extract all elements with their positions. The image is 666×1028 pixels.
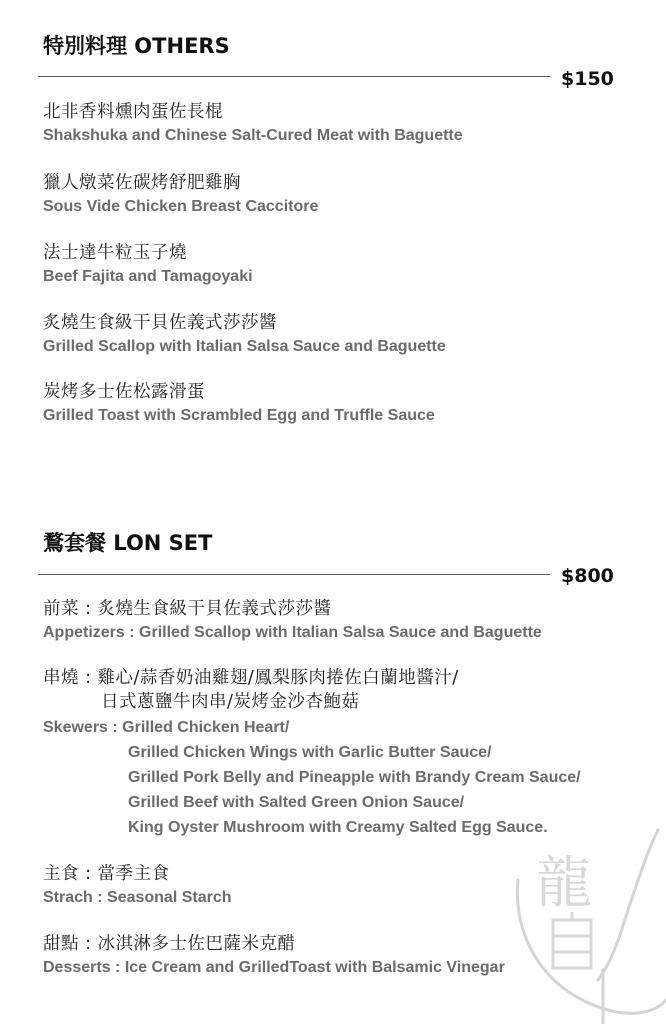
item-name-zh: 北非香料燻肉蛋佐長棍	[43, 102, 223, 122]
others-title: 特別料理 OTHERS	[43, 34, 230, 58]
item-name-zh: 獵人燉菜佐碳烤舒肥雞胸	[43, 173, 241, 193]
item-name-en: Beef Fajita and Tamagoyaki	[43, 268, 253, 285]
course-name-en-cont: King Oyster Mushroom with Creamy Salted Egg Sauce.	[128, 819, 548, 836]
item-name-en: Shakshuka and Chinese Salt-Cured Meat with Baguette	[43, 127, 463, 144]
dragon-logo-watermark	[508, 820, 666, 1024]
course-name-zh: 前菜 : 炙燒生食級干貝佐義式莎莎醬	[43, 599, 332, 619]
menu-item	[43, 380, 653, 428]
course-name-zh: 甜點 : 冰淇淋多士佐巴薩米克醋	[43, 934, 296, 954]
logo-glyph: 龍	[536, 851, 592, 916]
lonset-price: $800	[561, 565, 614, 587]
others-price: $150	[561, 68, 614, 90]
course-name-en-cont: Grilled Chicken Wings with Garlic Butter Sauce/	[128, 744, 492, 761]
item-name-zh: 炙燒生食級干貝佐義式莎莎醬	[43, 313, 277, 333]
course-name-en: Appetizers : Grilled Scallop with Italian Salsa Sauce and Baguette	[43, 624, 542, 641]
course-skewers	[43, 666, 653, 840]
menu-item	[43, 241, 653, 289]
item-name-zh: 法士達牛粒玉子燒	[43, 243, 187, 263]
item-name-en: Sous Vide Chicken Breast Caccitore	[43, 198, 319, 215]
item-name-en: Grilled Scallop with Italian Salsa Sauce and Baguette	[43, 338, 446, 355]
lonset-title: 鶩套餐 LON SET	[43, 531, 213, 555]
menu-item	[43, 171, 653, 219]
course-name-en: Skewers : Grilled Chicken Heart/	[43, 719, 290, 736]
course-name-en-cont: Grilled Pork Belly and Pineapple with Brandy Cream Sauce/	[128, 769, 581, 786]
course-name-zh: 主食 : 當季主食	[43, 864, 170, 884]
lonset-divider	[38, 574, 550, 575]
course-name-zh: 串燒 : 雞心/蒜香奶油雞翅/鳳梨豚肉捲佐白蘭地醬汁/	[43, 668, 459, 688]
course-name-en: Desserts : Ice Cream and GrilledToast with Balsamic Vinegar	[43, 959, 505, 976]
course-appetizer	[43, 597, 653, 645]
course-name-zh-cont: 日式蔥鹽牛肉串/炭烤金沙杏鮑菇	[101, 692, 360, 712]
others-divider	[38, 76, 550, 77]
menu-item	[43, 311, 653, 359]
menu-item	[43, 100, 653, 148]
course-name-en-cont: Grilled Beef with Salted Green Onion Sauce/	[128, 794, 465, 811]
item-name-zh: 炭烤多士佐松露滑蛋	[43, 382, 205, 402]
course-name-en: Strach : Seasonal Starch	[43, 889, 232, 906]
item-name-en: Grilled Toast with Scrambled Egg and Truffle Sauce	[43, 407, 435, 424]
